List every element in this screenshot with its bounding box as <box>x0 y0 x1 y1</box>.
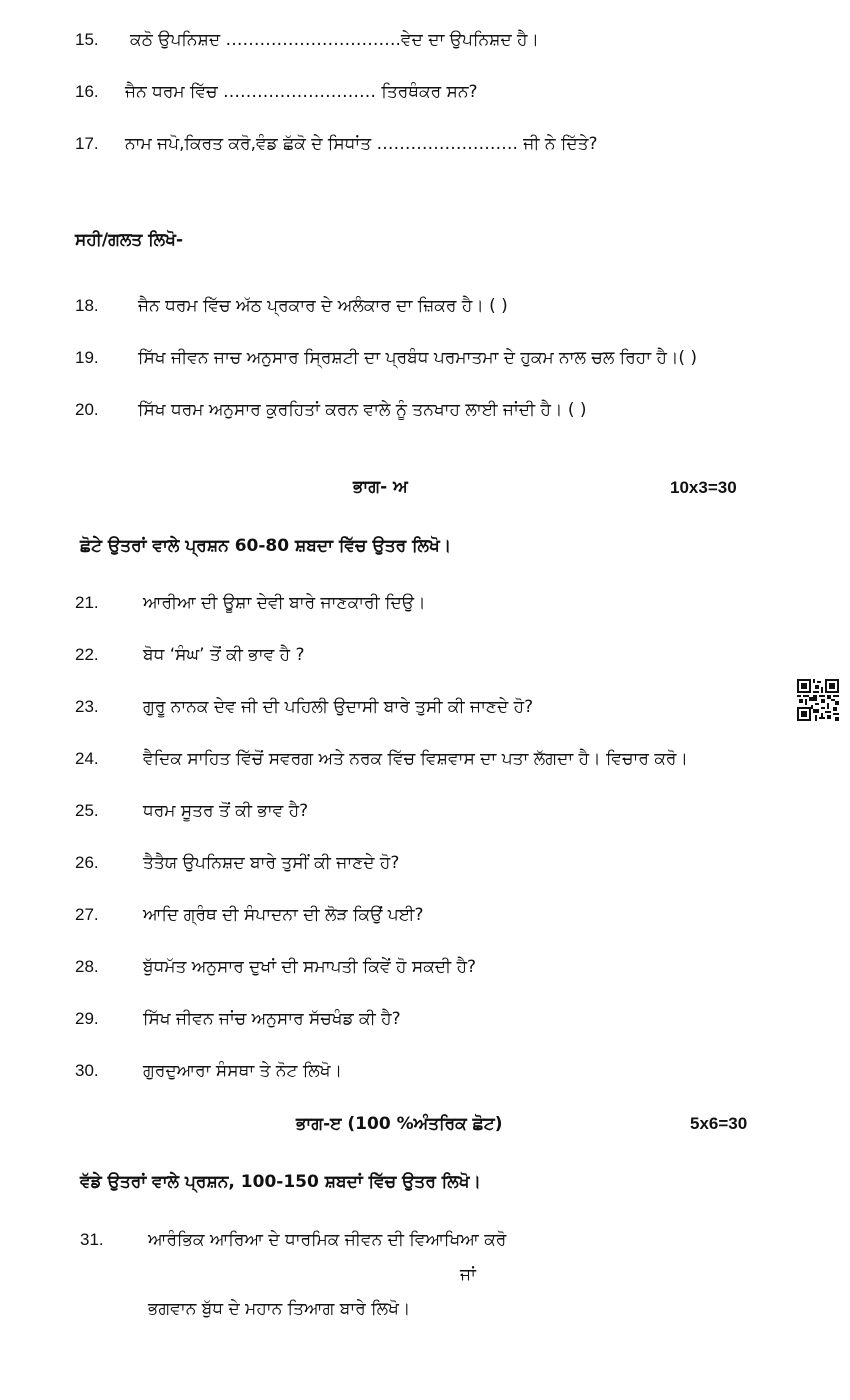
question-number: 22. <box>75 645 99 664</box>
section-c-marks: 5x6=30 <box>690 1114 748 1133</box>
question-text: ਜੈਨ ਧਰਮ ਵਿੱਚ ……………………… ਤਿਰਥੰਕਰ ਸਨ? <box>125 82 478 102</box>
question-31-alternative: ਭਗਵਾਨ ਬੁੱਧ ਦੇ ਮਹਾਨ ਤਿਆਗ ਬਾਰੇ ਲਿਖੋ। <box>148 1299 411 1319</box>
question-text: ਆਰੀਆ ਦੀ ਊਸ਼ਾ ਦੇਵੀ ਬਾਰੇ ਜਾਣਕਾਰੀ ਦਿਉ। <box>143 593 426 613</box>
question-number: 21. <box>75 593 99 612</box>
question-text: ਕਠੋ ਉਪਨਿਸ਼ਦ ………………………….ਵੇਦ ਦਾ ਉਪਨਿਸ਼ਦ ਹੈ। <box>130 30 539 50</box>
question-text: ਸਿੱਖ ਜੀਵਨ ਜਾਂਚ ਅਨੁਸਾਰ ਸੱਚਖੰਡ ਕੀ ਹੈ? <box>143 1009 401 1029</box>
question-text: ਵੈਦਿਕ ਸਾਹਿਤ ਵਿੱਚੋਂ ਸਵਰਗ ਅਤੇ ਨਰਕ ਵਿੱਚ ਵਿਸ਼ਵਾਸ ਦਾ ਪਤਾ ਲੱਗਦਾ ਹੈ। ਵਿਚਾਰ ਕਰੋ। <box>143 749 688 769</box>
question-number: 30. <box>75 1061 99 1080</box>
question-number: 28. <box>75 957 99 976</box>
question-number: 19. <box>75 348 99 367</box>
section-c-instruction: ਵੱਡੇ ਉਤਰਾਂ ਵਾਲੇ ਪ੍ਰਸ਼ਨ, 100-150 ਸ਼ਬਦਾਂ ਵਿੱਚ ਉਤਰ ਲਿਖੋ। <box>80 1172 481 1192</box>
question-number: 18. <box>75 296 99 315</box>
question-text: ਸਿੱਖ ਧਰਮ ਅਨੁਸਾਰ ਕੁਰਹਿਤਾਂ ਕਰਨ ਵਾਲੇ ਨੂੰ ਤਨਖਾਹ ਲਾਈ ਜਾਂਦੀ ਹੈ। ( ) <box>138 400 587 420</box>
question-number: 29. <box>75 1009 99 1028</box>
question-text: ਨਾਮ ਜਪੋ,ਕਿਰਤ ਕਰੋ,ਵੰਡ ਛੱਕੋ ਦੇ ਸਿਧਾਂਤ ……………………. ਜੀ ਨੇ ਦਿੱਤੇ? <box>125 134 598 154</box>
question-number: 24. <box>75 749 99 768</box>
question-number: 27. <box>75 905 99 924</box>
section-c-title: ਭਾਗ-ੲ (100 %ਅੰਤਰਿਕ ਛੋਟ) <box>296 1114 503 1134</box>
true-false-heading: ਸਹੀ/ਗਲਤ ਲਿਖੋ- <box>75 230 184 250</box>
question-text: ਗੁਰੂ ਨਾਨਕ ਦੇਵ ਜੀ ਦੀ ਪਹਿਲੀ ਉਦਾਸੀ ਬਾਰੇ ਤੁਸੀ ਕੀ ਜਾਣਦੇ ਹੋ? <box>143 697 534 717</box>
question-number: 15. <box>75 30 99 49</box>
section-b-marks: 10x3=30 <box>670 478 737 497</box>
question-number: 23. <box>75 697 99 716</box>
question-text: ਬੁੱਧਮੱਤ ਅਨੁਸਾਰ ਦੁਖਾਂ ਦੀ ਸਮਾਪਤੀ ਕਿਵੇਂ ਹੋ ਸਕਦੀ ਹੈ? <box>143 957 477 977</box>
question-text: ਧਰਮ ਸੂਤਰ ਤੋਂ ਕੀ ਭਾਵ ਹੈ? <box>143 801 309 821</box>
question-number: 17. <box>75 134 99 153</box>
question-text: ਗੁਰਦੁਆਰਾ ਸੰਸਥਾ ਤੇ ਨੋਟ ਲਿਖੋ। <box>143 1061 343 1081</box>
question-text: ਜੈਨ ਧਰਮ ਵਿੱਚ ਅੱਠ ਪ੍ਰਕਾਰ ਦੇ ਅਲੰਕਾਰ ਦਾ ਜ਼ਿਕਰ ਹੈ। ( ) <box>138 296 508 316</box>
question-number: 26. <box>75 853 99 872</box>
qr-code-icon <box>797 679 839 721</box>
question-text: ਆਦਿ ਗ੍ਰੰਥ ਦੀ ਸੰਪਾਦਨਾ ਦੀ ਲੋੜ ਕਿਉਂ ਪਈ? <box>143 905 424 925</box>
question-text: ਤੈਤੈਯ ਉਪਨਿਸ਼ਦ ਬਾਰੇ ਤੁਸੀਂ ਕੀ ਜਾਣਦੇ ਹੋ? <box>143 853 400 873</box>
question-text: ਬੋਧ ‘ਸੰਘ’ ਤੋਂ ਕੀ ਭਾਵ ਹੈ ? <box>143 645 305 665</box>
question-number: 20. <box>75 400 99 419</box>
question-text: ਆਰੰਭਿਕ ਆਰਿਆ ਦੇ ਧਾਰਮਿਕ ਜੀਵਨ ਦੀ ਵਿਆਖਿਆ ਕਰੋ <box>148 1230 507 1250</box>
or-separator: ਜਾਂ <box>460 1265 476 1285</box>
question-text: ਸਿੱਖ ਜੀਵਨ ਜਾਚ ਅਨੁਸਾਰ ਸ੍ਰਿਸ਼ਟੀ ਦਾ ਪ੍ਰਬੰਧ ਪਰਮਾਤਮਾ ਦੇ ਹੁਕਮ ਨਾਲ ਚਲ ਰਿਹਾ ਹੈ।( ) <box>138 348 698 368</box>
section-b-title: ਭਾਗ- ਅ <box>353 477 408 497</box>
question-number: 31. <box>80 1230 104 1249</box>
section-b-instruction: ਛੋਟੇ ਉਤਰਾਂ ਵਾਲੇ ਪ੍ਰਸ਼ਨ 60-80 ਸ਼ਬਦਾ ਵਿੱਚ ਉਤਰ ਲਿਖੋ। <box>80 536 452 556</box>
question-number: 16. <box>75 82 99 101</box>
question-number: 25. <box>75 801 99 820</box>
